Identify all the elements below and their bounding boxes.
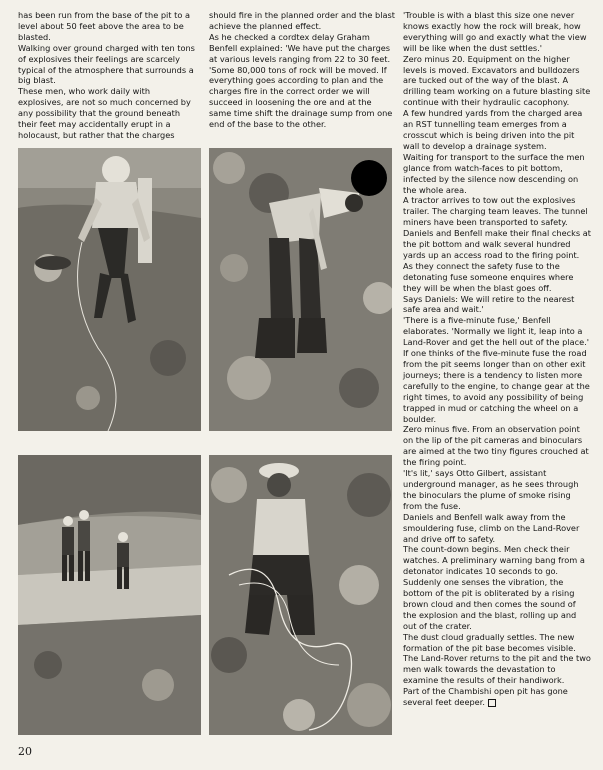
paragraph-final (403, 686, 591, 708)
paragraph: The count-down begins. Men check their watches. A preliminary warning bang from a detonator indicates 10 seconds to go. (403, 544, 585, 577)
text-column-right (403, 10, 591, 708)
paragraph: The dust cloud gradually settles. The new formation of the pit base becomes visible. The Land-Rover returns to the pit and the two men walk towards the devastation to examine the results of their handiwork. (403, 631, 591, 686)
paragraph: Walking over ground charged with ten tons of explosives their feelings are scarcely typical of the atmosphere that surrounds a big blast. (18, 42, 195, 86)
paragraph: As they connect the safety fuse to the detonating fuse someone enquires where they will be when the blast goes off. (403, 260, 574, 293)
paragraph: Waiting for transport to the surface the men glance from watch-faces to pit bottom, infected by the silence now descending on the whole area. (403, 151, 585, 195)
final-sentence: Part of the Chambishi open pit has gone several feet deeper. (403, 686, 568, 708)
paragraph: Says Daniels: We will retire to the nearest safe area and wait.' (403, 293, 575, 315)
paragraph: should fire in the planned order and the blast achieve the planned effect. (209, 10, 395, 31)
photo-man-bending-rocks (209, 148, 392, 431)
paragraph: These men, who work daily with explosives, are not so much concerned by any possibility that the ground beneath their feet may accidentally erupt in a holocaust, but rather that the charges (18, 86, 191, 140)
photo-man-checking-charge (18, 148, 201, 431)
paragraph: Zero minus 20. Equipment on the higher levels is moved. Excavators and bulldozers are tucked out of the way of the blast. A drilling team working on a future blasting site continue with their hydraulic cacophony. (403, 53, 591, 108)
photo-men-walking-pit (18, 455, 201, 735)
paragraph: Zero minus five. From an observation point on the lip of the pit cameras and binoculars are aimed at the two tiny figures crouched at the firing point. (403, 424, 589, 468)
paragraph: has been run from the base of the pit to a level about 50 feet above the area to be blasted. (18, 10, 190, 42)
paragraph: A few hundred yards from the charged area an RST tunnelling team emerges from a crosscut which is being driven into the pit wall to develop a drainage system. (403, 108, 583, 151)
paragraph: As he checked a cordtex delay Graham Benfell explained: 'We have put the charges at various levels ranging from 22 to 30 feet. (209, 31, 391, 64)
paragraph: Suddenly one senses the vibration, the bottom of the pit is obliterated by a rising brown cloud and then comes the sound of the explosion and the blast, rolling up and out of the crater. (403, 577, 577, 631)
paragraph: 'It's lit,' says Otto Gilbert, assistant underground manager, as he sees through the binoculars the plume of smoke rising from the fuse. (403, 468, 579, 511)
paragraph: Daniels and Benfell walk away from the smouldering fuse, climb on the Land-Rover and drive off to safety. (403, 511, 580, 544)
paragraph: A tractor arrives to tow out the explosives trailer. The charging team leaves. The tunnel miners have been transported to safety. (403, 195, 588, 228)
page-number: 20 (18, 745, 32, 758)
end-mark-icon (488, 699, 496, 707)
paragraph: If one thinks of the five-minute fuse the road from the pit seems longer than on other exit journeys; there is a tendency to listen more carefully to the engine, to change gear at the right times, to avoid any possibility of being trapped in mud or catching the wheel on a boulder. (403, 348, 590, 424)
text-column-left (18, 10, 198, 141)
paragraph: 'There is a five-minute fuse,' Benfell elaborates. 'Normally we light it, leap into a Land-Rover and get the hell out of the place.' (403, 315, 589, 348)
paragraph: Daniels and Benfell make their final checks at the pit bottom and walk several hundred yards up an access road to the firing point. (403, 228, 591, 260)
paragraph: 'Trouble is with a blast this size one never knows exactly how the rock will break, how everything will go and exactly what the view will be like when the dust settles.' (403, 10, 587, 53)
paragraph: 'Some 80,000 tons of rock will be moved. If everything goes according to plan and the charges fire in the correct order we will succeed in loosening the ore and at the same time shift the drainage sump from one end of the base to the other. (209, 64, 393, 130)
text-column-middle (209, 10, 395, 130)
photo-man-crouching-fuse (209, 455, 392, 735)
